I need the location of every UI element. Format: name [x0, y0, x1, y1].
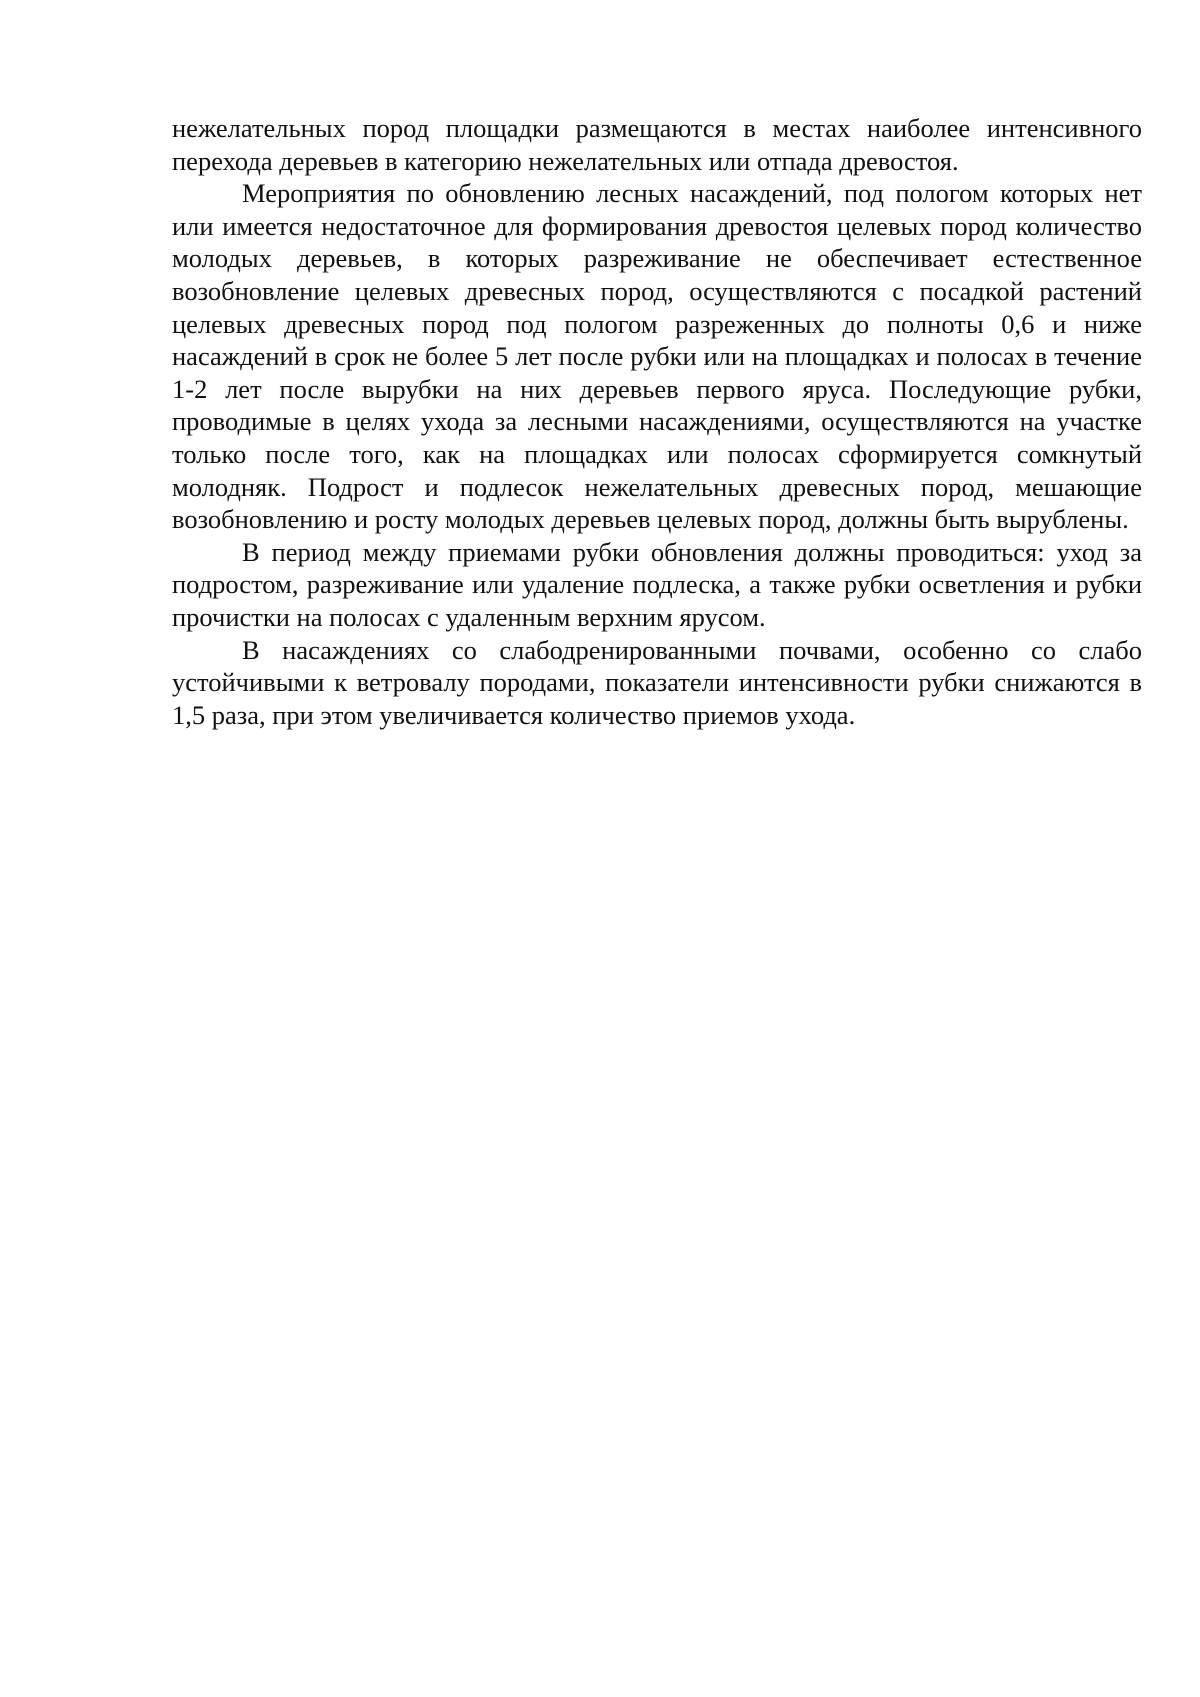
paragraph-renewal-measures: Мероприятия по обновлению лесных насаждений, под пологом которых нет или имеется недостаточное для формирования древостоя целевых пород количество молодых деревьев, в которых разреживание не обеспечивает естественное возобновление целевых древесных пород, осуществляются с посадкой растений целевых древесных пород под пологом разреженных до полноты 0,6 и ниже насаждений в срок не более 5 лет после рубки или на площадках и полосах в течение 1-2 лет после вырубки на них деревьев первого яруса. Последующие рубки, проводимые в целях ухода за лесными насаждениями, осуществляются на участке только после того, как на площадках или полосах сформируется сомкнутый молодняк. Подрост и подлесок нежелательных древесных пород, мешающие возобновлению и росту молодых деревьев целевых пород, должны быть вырублены. — [172, 178, 1142, 535]
document-body — [172, 112, 1142, 731]
paragraph-continuation: нежелательных пород площадки размещаются в местах наиболее интенсивного перехода деревьев в категорию нежелательных или отпада древостоя. — [172, 113, 1142, 176]
paragraph-drained-soils: В насаждениях со слабодренированными почвами, особенно со слабо устойчивыми к ветровалу породами, показатели интенсивности рубки снижаются в 1,5 раза, при этом увеличивается количество приемов ухода. — [172, 634, 1142, 730]
paragraph-interim-care: В период между приемами рубки обновления должны проводиться: уход за подростом, разреживание или удаление подлеска, а также рубки осветления и рубки прочистки на полосах с удаленным верхним ярусом. — [172, 536, 1142, 632]
